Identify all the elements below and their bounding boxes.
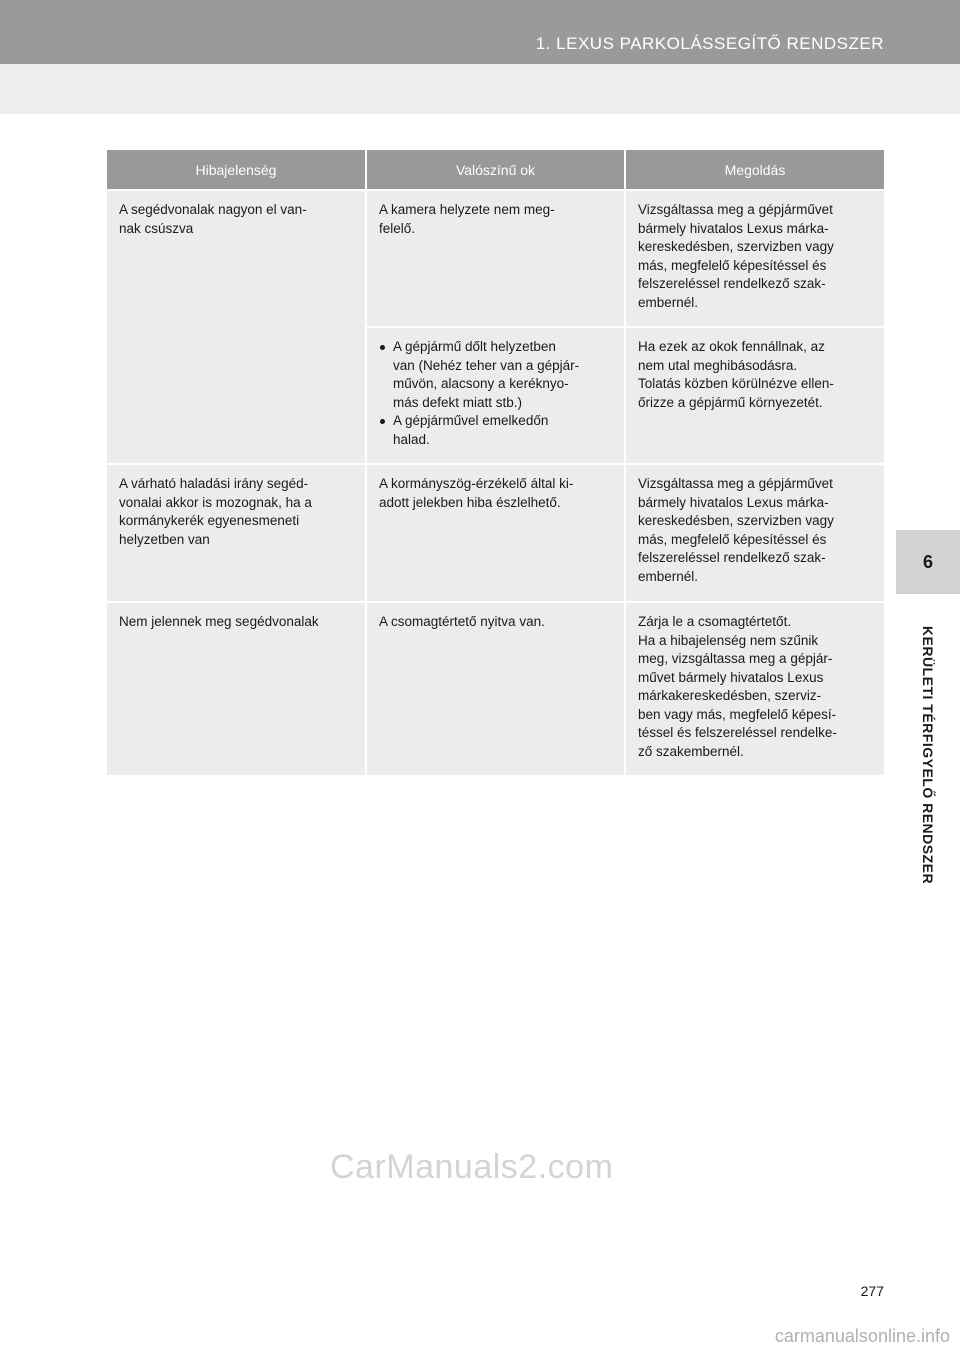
cause-bullet: A gépjármű dőlt helyzetben van (Nehéz teher van a gépjár- művön, alacsony a keréknyo- más defekt miatt stb.)	[379, 338, 612, 412]
symptom-text: A segédvonalak nagyon el van- nak csúszva	[119, 202, 307, 236]
watermark: CarManuals2.com	[330, 1148, 614, 1186]
troubleshooting-table	[107, 150, 884, 775]
chapter-number: 6	[922, 551, 933, 572]
page-header-title: 1. LEXUS PARKOLÁSSEGÍTŐ RENDSZER	[535, 34, 884, 53]
chapter-tab	[896, 530, 960, 594]
solution-cell	[625, 190, 884, 327]
symptom-text: A várható haladási irány segéd- vonalai akkor is mozognak, ha a kormánykerék egyenesmeneti helyzetben van	[119, 476, 312, 547]
column-header-cause: Valószínű ok	[366, 150, 625, 190]
cause-cell	[366, 602, 625, 775]
header-band	[0, 0, 960, 64]
cause-cell	[366, 190, 625, 327]
table-row	[107, 602, 884, 775]
solution-text: Ha ezek az okok fennállnak, az nem utal meghibásodásra. Tolatás közben körülnézve ellen- őrizze a gépjármű környezetét.	[638, 339, 834, 410]
symptom-text: Nem jelennek meg segédvonalak	[119, 614, 319, 629]
solution-text: Vizsgáltassa meg a gépjárművet bármely hivatalos Lexus márka- kereskedésben, szervizben vagy más, megfelelő képesítéssel és felszereléssel rendelkező szak- embernél.	[638, 202, 834, 310]
subheader-band	[0, 64, 960, 114]
table-row	[107, 190, 884, 327]
cause-text: A kamera helyzete nem meg- felelő.	[379, 202, 555, 236]
column-header-symptom: Hibajelenség	[107, 150, 366, 190]
solution-cell	[625, 602, 884, 775]
solution-text: Vizsgáltassa meg a gépjárművet bármely hivatalos Lexus márka- kereskedésben, szervizben vagy más, megfelelő képesítéssel és felszereléssel rendelkező szak- embernél.	[638, 476, 834, 584]
cause-bullet-list	[379, 338, 612, 449]
page-number: 277	[860, 1283, 884, 1299]
cause-bullet: A gépjárművel emelkedőn halad.	[379, 412, 612, 449]
column-header-solution: Megoldás	[625, 150, 884, 190]
symptom-cell	[107, 190, 366, 464]
table-row	[107, 464, 884, 602]
solution-cell	[625, 327, 884, 464]
cause-text: A csomagtértető nyitva van.	[379, 614, 545, 629]
solution-cell	[625, 464, 884, 602]
symptom-cell	[107, 464, 366, 602]
solution-text: Zárja le a csomagtértetőt. Ha a hibajelenség nem szűnik meg, vizsgáltassa meg a gépjár- művet bármely hivatalos Lexus márkakereskedésben, szerviz- ben vagy más, megfelelő képesí- téssel és felszereléssel rendelke- ző szakembernél.	[638, 614, 837, 759]
symptom-cell	[107, 602, 366, 775]
cause-cell	[366, 464, 625, 602]
footer-site: carmanualsonline.info	[774, 1326, 950, 1346]
table-header-row	[107, 150, 884, 190]
cause-text: A kormányszög-érzékelő által ki- adott jelekben hiba észlelhető.	[379, 476, 574, 510]
cause-cell	[366, 327, 625, 464]
chapter-label: KERÜLETI TÉRFIGYELŐ RENDSZER	[920, 625, 936, 885]
